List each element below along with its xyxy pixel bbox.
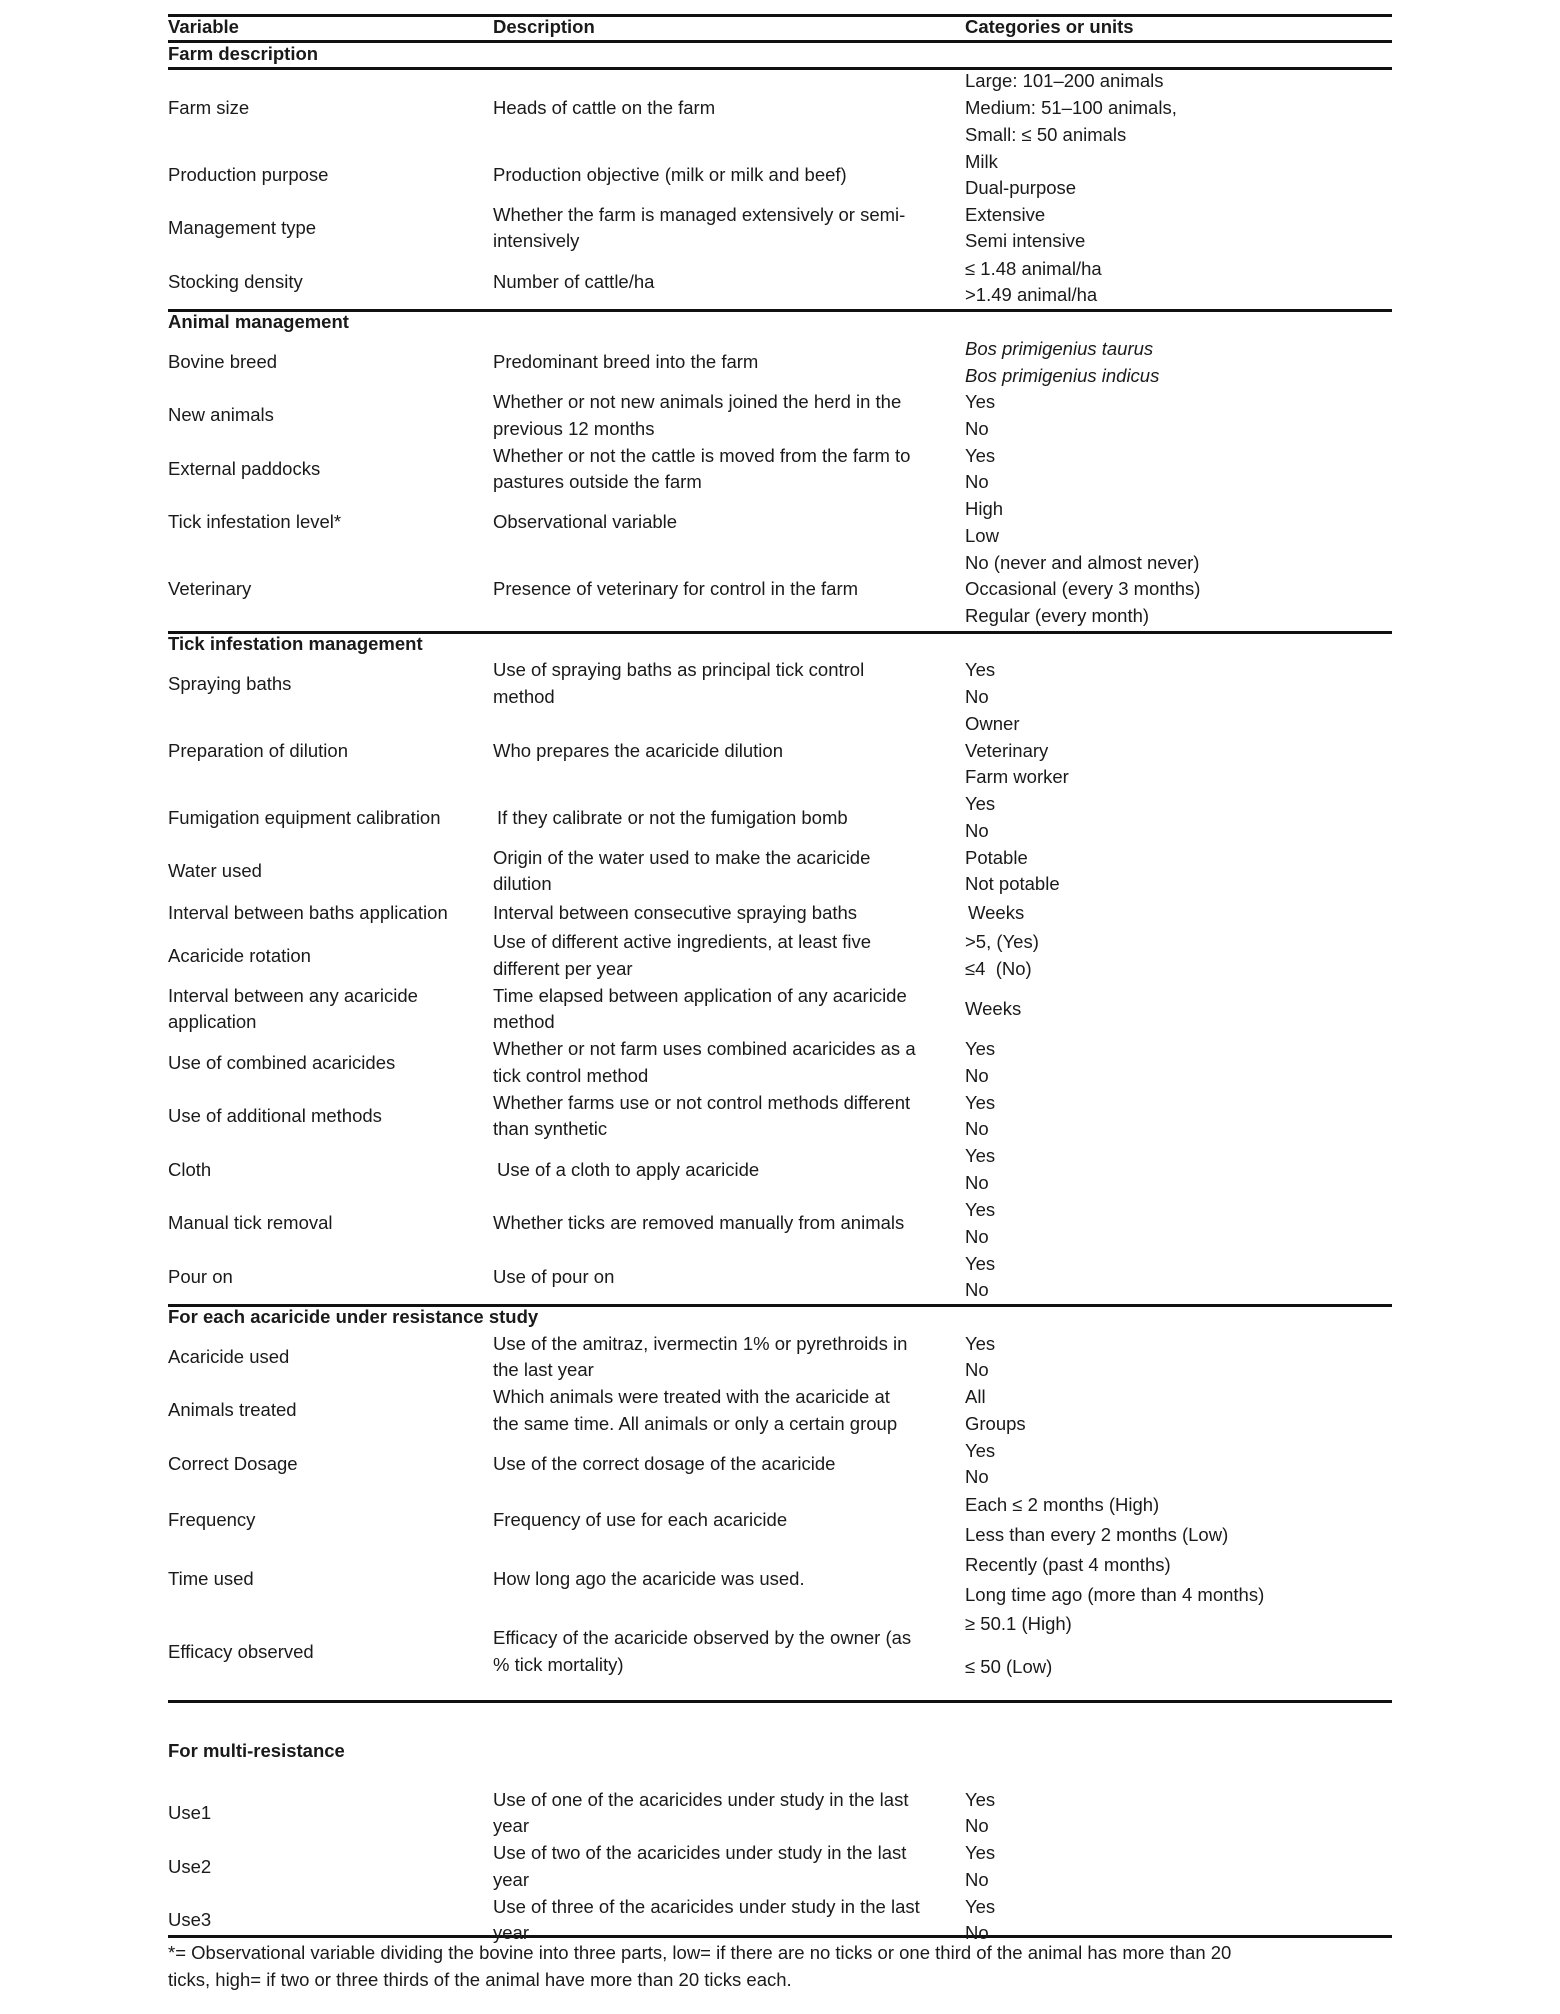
- variable-cell: Correct Dosage: [168, 1453, 298, 1474]
- category-cell: Not potable: [965, 873, 1060, 894]
- description-cell: Predominant breed into the farm: [493, 351, 759, 372]
- description-cell: the same time. All animals or only a certain group: [493, 1413, 898, 1434]
- description-cell: % tick mortality): [493, 1654, 624, 1675]
- description-cell: year: [493, 1815, 529, 1836]
- category-cell: No: [965, 1172, 989, 1193]
- variable-cell: Interval between any acaricide: [168, 985, 418, 1006]
- section-rule: [168, 67, 1392, 70]
- variable-cell: Preparation of dilution: [168, 740, 348, 761]
- variable-cell: Production purpose: [168, 164, 329, 185]
- variable-cell: Frequency: [168, 1509, 256, 1530]
- category-cell: Potable: [965, 847, 1028, 868]
- variable-cell: Spraying baths: [168, 673, 292, 694]
- description-cell: year: [493, 1922, 529, 1943]
- variable-cell: Animals treated: [168, 1399, 297, 1420]
- category-cell: ≤ 1.48 animal/ha: [965, 258, 1102, 279]
- description-cell: tick control method: [493, 1065, 649, 1086]
- category-cell: Milk: [965, 151, 998, 172]
- category-cell: Yes: [965, 391, 996, 412]
- category-cell: Groups: [965, 1413, 1026, 1434]
- section-title-multi: For multi-resistance: [168, 1740, 345, 1761]
- section-rule: [168, 309, 1392, 312]
- category-cell: Veterinary: [965, 740, 1049, 761]
- category-cell: No: [965, 1815, 989, 1836]
- category-cell: Less than every 2 months (Low): [965, 1524, 1229, 1545]
- description-cell: Use of different active ingredients, at least five: [493, 931, 872, 952]
- category-cell: Recently (past 4 months): [965, 1554, 1171, 1575]
- description-cell: Whether ticks are removed manually from animals: [493, 1212, 905, 1233]
- description-cell: Whether or not new animals joined the herd in the: [493, 391, 902, 412]
- category-cell: Regular (every month): [965, 605, 1150, 626]
- variable-cell: Veterinary: [168, 578, 252, 599]
- description-cell: year: [493, 1869, 529, 1890]
- description-cell: Use of the amitraz, ivermectin 1% or pyrethroids in: [493, 1333, 908, 1354]
- section-title-acaricide: For each acaricide under resistance study: [168, 1306, 539, 1327]
- table-top-rule: [168, 14, 1392, 17]
- category-cell: Medium: 51–100 animals,: [965, 97, 1177, 118]
- category-cell: Yes: [965, 793, 996, 814]
- category-cell: Yes: [965, 1092, 996, 1113]
- description-cell: Production objective (milk or milk and beef): [493, 164, 847, 185]
- category-cell: No: [965, 1359, 989, 1380]
- section-title-animal: Animal management: [168, 311, 349, 332]
- category-cell: No: [965, 1226, 989, 1247]
- variable-cell: application: [168, 1011, 257, 1032]
- description-cell: Heads of cattle on the farm: [493, 97, 716, 118]
- variable-cell: Tick infestation level*: [168, 511, 342, 532]
- variable-cell: Management type: [168, 217, 317, 238]
- variable-cell: Farm size: [168, 97, 250, 118]
- description-cell: Observational variable: [493, 511, 678, 532]
- section-title-farm: Farm description: [168, 43, 319, 64]
- category-cell: Large: 101–200 animals: [965, 70, 1164, 91]
- description-cell: Number of cattle/ha: [493, 271, 655, 292]
- description-cell: Use of the correct dosage of the acaricide: [493, 1453, 836, 1474]
- description-cell: Whether or not farm uses combined acaricides as a: [493, 1038, 916, 1059]
- category-cell: Weeks: [965, 998, 1022, 1019]
- variable-cell: Use3: [168, 1909, 212, 1930]
- category-cell: Yes: [965, 1038, 996, 1059]
- category-cell: No: [965, 1466, 989, 1487]
- description-cell: Use of spraying baths as principal tick control: [493, 659, 865, 680]
- category-cell: Yes: [965, 1199, 996, 1220]
- section-rule: [168, 1700, 1392, 1703]
- description-cell: method: [493, 686, 555, 707]
- description-cell: different per year: [493, 958, 633, 979]
- variable-cell: New animals: [168, 404, 274, 425]
- category-cell: Yes: [965, 659, 996, 680]
- variable-cell: Acaricide used: [168, 1346, 290, 1367]
- variable-cell: Efficacy observed: [168, 1641, 314, 1662]
- variable-cell: External paddocks: [168, 458, 321, 479]
- category-cell: No: [965, 1869, 989, 1890]
- column-header-variable: Variable: [168, 16, 239, 37]
- category-cell: No: [965, 1118, 989, 1139]
- description-cell: Which animals were treated with the acaricide at: [493, 1386, 890, 1407]
- category-cell: Long time ago (more than 4 months): [965, 1584, 1265, 1605]
- category-cell: Yes: [965, 1333, 996, 1354]
- category-cell: Yes: [965, 1842, 996, 1863]
- category-cell: High: [965, 498, 1004, 519]
- category-cell: Yes: [965, 1440, 996, 1461]
- variable-cell: Water used: [168, 860, 262, 881]
- category-cell: No: [965, 418, 989, 439]
- category-cell: No: [965, 471, 989, 492]
- description-cell: the last year: [493, 1359, 594, 1380]
- category-cell: Yes: [965, 1896, 996, 1917]
- category-cell: ≥ 50.1 (High): [965, 1613, 1072, 1634]
- footnote-line: *= Observational variable dividing the bovine into three parts, low= if there are no ticks or one third of the animal has more than 20: [168, 1942, 1232, 1963]
- description-cell: If they calibrate or not the fumigation bomb: [497, 807, 848, 828]
- category-cell: Bos primigenius indicus: [965, 365, 1160, 386]
- variable-cell: Use of combined acaricides: [168, 1052, 396, 1073]
- category-cell: No: [965, 1065, 989, 1086]
- description-cell: Presence of veterinary for control in the farm: [493, 578, 859, 599]
- category-cell: Low: [965, 525, 999, 546]
- category-cell: No (never and almost never): [965, 552, 1200, 573]
- description-cell: Whether farms use or not control methods different: [493, 1092, 911, 1113]
- table-footnote: [168, 1940, 1398, 1994]
- category-cell: Semi intensive: [965, 230, 1086, 251]
- category-cell: >5, (Yes): [965, 931, 1039, 952]
- description-cell: Efficacy of the acaricide observed by the owner (as: [493, 1627, 912, 1648]
- description-cell: pastures outside the farm: [493, 471, 702, 492]
- category-cell: Yes: [965, 445, 996, 466]
- variable-cell: Cloth: [168, 1159, 212, 1180]
- category-cell: ≤4 (No): [965, 958, 1032, 979]
- category-cell: Occasional (every 3 months): [965, 578, 1201, 599]
- description-cell: Use of one of the acaricides under study in the last: [493, 1789, 909, 1810]
- description-cell: dilution: [493, 873, 552, 894]
- category-cell: Yes: [965, 1789, 996, 1810]
- description-cell: than synthetic: [493, 1118, 608, 1139]
- description-cell: intensively: [493, 230, 580, 251]
- variable-cell: Acaricide rotation: [168, 945, 311, 966]
- category-cell: All: [965, 1386, 986, 1407]
- column-header-description: Description: [493, 16, 595, 37]
- category-cell: ≤ 50 (Low): [965, 1656, 1053, 1677]
- description-cell: Interval between consecutive spraying baths: [493, 902, 858, 923]
- variable-cell: Interval between baths application: [168, 902, 448, 923]
- description-cell: How long ago the acaricide was used.: [493, 1568, 805, 1589]
- category-cell: Weeks: [968, 902, 1025, 923]
- category-cell: Bos primigenius taurus: [965, 338, 1154, 359]
- variable-cell: Use2: [168, 1856, 212, 1877]
- variable-cell: Use1: [168, 1802, 212, 1823]
- description-cell: Whether the farm is managed extensively or semi-: [493, 204, 906, 225]
- variable-cell: Use of additional methods: [168, 1105, 382, 1126]
- description-cell: Who prepares the acaricide dilution: [493, 740, 783, 761]
- description-cell: method: [493, 1011, 555, 1032]
- description-cell: Use of pour on: [493, 1266, 615, 1287]
- column-header-categories: Categories or units: [965, 16, 1134, 37]
- description-cell: Frequency of use for each acaricide: [493, 1509, 788, 1530]
- variable-cell: Time used: [168, 1568, 254, 1589]
- header-bottom-rule: [168, 40, 1392, 43]
- description-cell: Use of two of the acaricides under study in the last: [493, 1842, 907, 1863]
- category-cell: No: [965, 686, 989, 707]
- category-cell: Yes: [965, 1253, 996, 1274]
- category-cell: Extensive: [965, 204, 1046, 225]
- footnote-line: ticks, high= if two or three thirds of the animal have more than 20 ticks each.: [168, 1968, 792, 1990]
- description-cell: Use of three of the acaricides under study in the last: [493, 1896, 920, 1917]
- category-cell: No: [965, 1922, 989, 1943]
- category-cell: No: [965, 820, 989, 841]
- category-cell: Dual-purpose: [965, 177, 1077, 198]
- variable-cell: Stocking density: [168, 271, 303, 292]
- category-cell: Yes: [965, 1145, 996, 1166]
- category-cell: Each ≤ 2 months (High): [965, 1494, 1160, 1515]
- category-cell: Small: ≤ 50 animals: [965, 124, 1127, 145]
- table-bottom-rule: [168, 1935, 1392, 1938]
- variable-cell: Bovine breed: [168, 351, 278, 372]
- category-cell: Owner: [965, 713, 1020, 734]
- category-cell: Farm worker: [965, 766, 1069, 787]
- variable-cell: Fumigation equipment calibration: [168, 807, 441, 828]
- variable-cell: Pour on: [168, 1266, 233, 1287]
- description-cell: previous 12 months: [493, 418, 655, 439]
- description-cell: Use of a cloth to apply acaricide: [497, 1159, 760, 1180]
- category-cell: >1.49 animal/ha: [965, 284, 1098, 305]
- variable-cell: Manual tick removal: [168, 1212, 333, 1233]
- section-title-tick: Tick infestation management: [168, 633, 423, 654]
- description-cell: Time elapsed between application of any acaricide: [493, 985, 907, 1006]
- description-cell: Origin of the water used to make the acaricide: [493, 847, 871, 868]
- category-cell: No: [965, 1279, 989, 1300]
- description-cell: Whether or not the cattle is moved from the farm to: [493, 445, 911, 466]
